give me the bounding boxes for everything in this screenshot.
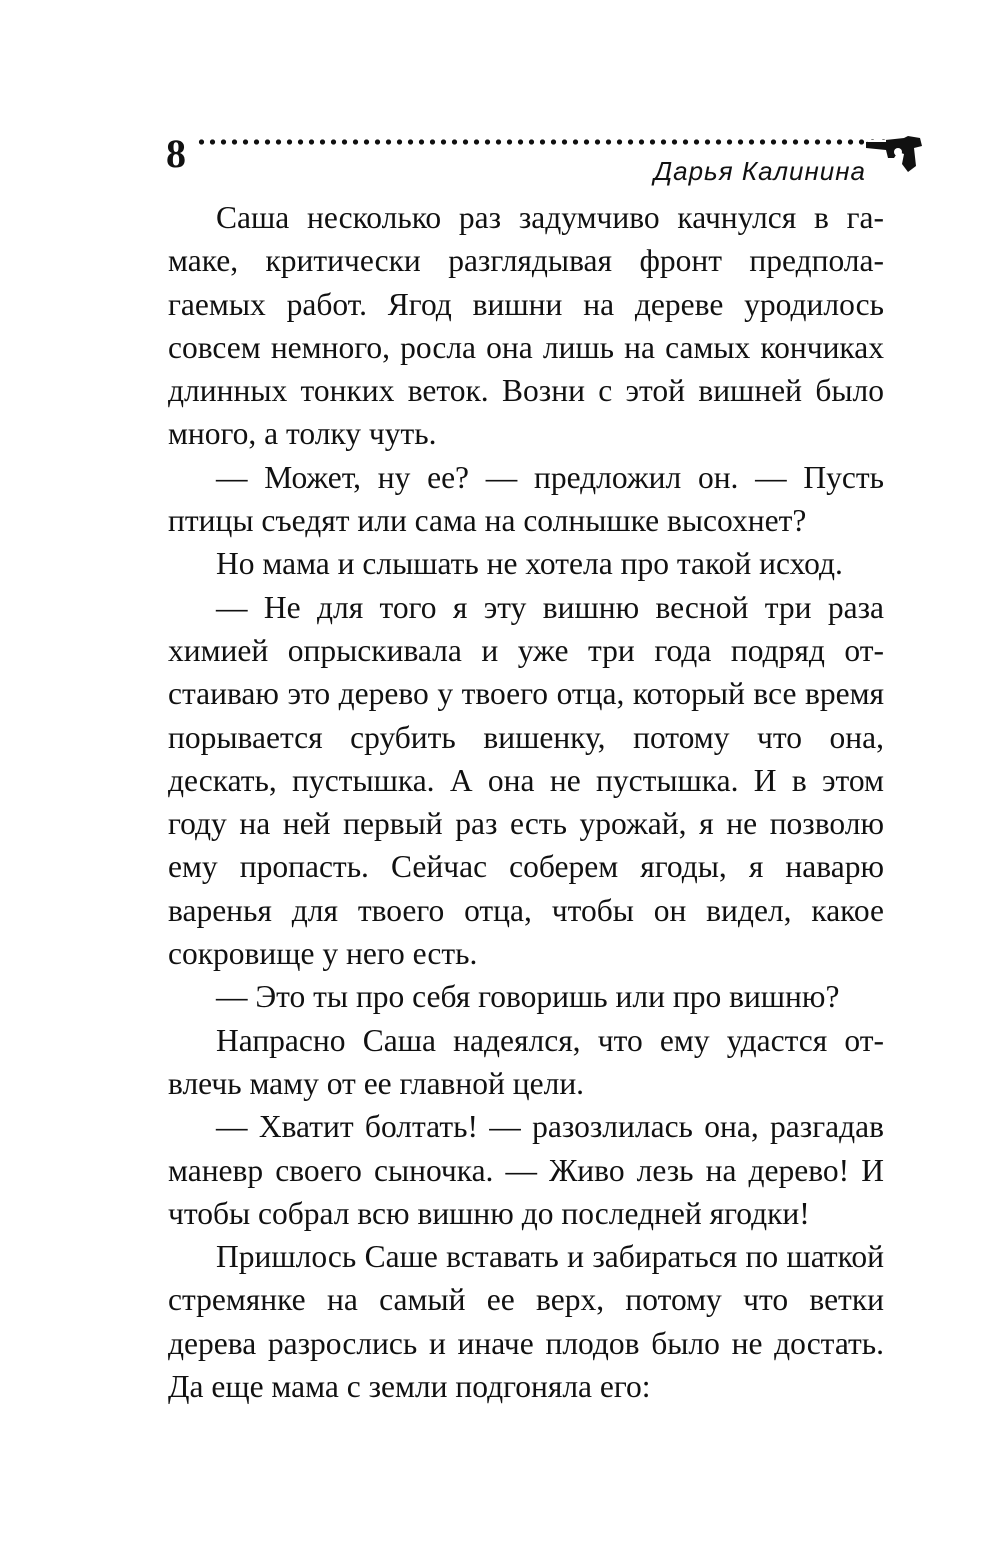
dotted-rule [196, 138, 886, 146]
paragraph: — Может, ну ее? — предложил он. — Пусть птицы съедят или сама на солнышке высохнет? [168, 459, 884, 539]
paragraph: Напрасно Саша надеялся, что ему удастся отвлечь маму от ее главной цели. [168, 1022, 884, 1101]
body-text [168, 196, 884, 1408]
author-name: Дарья Калинина [653, 156, 866, 186]
paragraph: Пришлось Саше вставать и забираться по шаткой стремянке на самый ее верх, потому что ветки дерева разрослись и иначе плодов было не достать. Да еще мама с земли подгоняла его: [168, 1239, 884, 1405]
running-header [166, 128, 926, 198]
paragraph: — Не для того я эту вишню весной три раза химией опрыскивала и уже три года подряд отстаиваю это дерево у твоего отца, который все время порывается срубить вишенку, потому что она, дескать, пустышка. А она не пустышка. И в этом году на ней первый раз есть урожай, я не позволю ему пропасть. Сейчас соберем ягоды, я наварю варенья для твоего отца, чтобы он видел, какое сокровище у него есть. [168, 589, 884, 972]
revolver-icon [864, 132, 924, 182]
page-number: 8 [166, 131, 186, 176]
paragraph: Саша несколько раз задумчиво качнулся в гамаке, критически разглядывая фронт предполагаемых работ. Ягод вишни на дереве уродилось совсем немного, росла она лишь на самых кончиках длинных тонких веток. Возни с этой вишней было много, а толку чуть. [168, 200, 884, 452]
paragraph: — Хватит болтать! — разозлилась она, разгадав маневр своего сыночка. — Живо лезь на дерево! И чтобы собрал всю вишню до последней ягодки! [168, 1109, 884, 1231]
paragraph: Но мама и слышать не хотела про такой исход. [216, 546, 843, 582]
paragraph: — Это ты про себя говоришь или про вишню? [216, 979, 840, 1015]
